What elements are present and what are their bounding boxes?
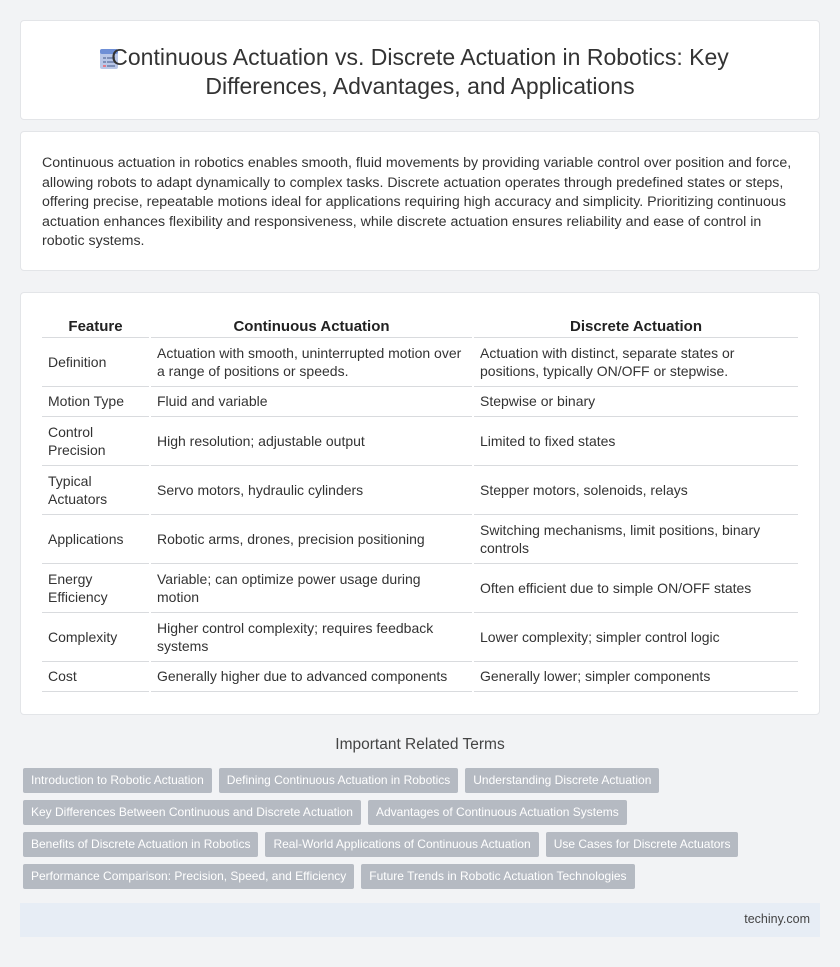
discrete-cell: Generally lower; simpler components <box>473 661 798 691</box>
related-term-tag[interactable]: Defining Continuous Actuation in Robotics <box>219 768 458 793</box>
related-term-tag[interactable]: Key Differences Between Continuous and Discrete Actuation <box>23 800 361 825</box>
continuous-cell: Higher control complexity; requires feedback systems <box>150 612 473 661</box>
feature-cell: Cost <box>42 661 150 691</box>
table-row <box>42 386 798 416</box>
header-feature: Feature <box>42 313 150 337</box>
continuous-cell: Robotic arms, drones, precision positioning <box>150 514 473 563</box>
discrete-cell: Limited to fixed states <box>473 416 798 465</box>
footer <box>20 903 820 937</box>
footer-site-name[interactable]: techiny.com <box>744 912 810 926</box>
table-row <box>42 416 798 465</box>
table-row <box>42 465 798 514</box>
feature-cell: Definition <box>42 337 150 386</box>
discrete-cell: Stepper motors, solenoids, relays <box>473 465 798 514</box>
continuous-cell: Servo motors, hydraulic cylinders <box>150 465 473 514</box>
continuous-cell: High resolution; adjustable output <box>150 416 473 465</box>
related-term-tag[interactable]: Understanding Discrete Actuation <box>465 768 659 793</box>
discrete-cell: Actuation with distinct, separate states or positions, typically ON/OFF or stepwise. <box>473 337 798 386</box>
related-term-tag[interactable]: Introduction to Robotic Actuation <box>23 768 212 793</box>
related-term-tag[interactable]: Benefits of Discrete Actuation in Robotics <box>23 832 258 857</box>
intro-paragraph: Continuous actuation in robotics enables smooth, fluid movements by providing variable control over position and force, allowing robots to adapt dynamically to complex tasks. Discrete actuation operates through predefined states or steps, offering precise, repeatable motions ideal for applications requiring high accuracy and simplicity. Prioritizing continuous actuation enhances flexibility and responsiveness, while discrete actuation ensures reliability and ease of control in robotic systems. <box>42 155 792 250</box>
discrete-cell: Stepwise or binary <box>473 386 798 416</box>
feature-cell: Control Precision <box>42 416 150 465</box>
related-term-tag[interactable]: Use Cases for Discrete Actuators <box>546 832 739 857</box>
header-discrete: Discrete Actuation <box>473 313 798 337</box>
table-header-row <box>42 313 798 337</box>
discrete-cell: Often efficient due to simple ON/OFF states <box>473 563 798 612</box>
table-row <box>42 514 798 563</box>
title-card <box>20 20 820 120</box>
related-term-tag[interactable]: Performance Comparison: Precision, Speed, and Efficiency <box>23 864 354 889</box>
table-row <box>42 661 798 691</box>
related-terms-list <box>23 768 823 896</box>
continuous-cell: Actuation with smooth, uninterrupted motion over a range of positions or speeds. <box>150 337 473 386</box>
table-row <box>42 612 798 661</box>
comparison-table-card <box>20 292 820 715</box>
related-terms-heading: Important Related Terms <box>335 736 505 753</box>
feature-cell: Energy Efficiency <box>42 563 150 612</box>
related-term-tag[interactable]: Real-World Applications of Continuous Actuation <box>265 832 538 857</box>
discrete-cell: Switching mechanisms, limit positions, binary controls <box>473 514 798 563</box>
continuous-cell: Generally higher due to advanced components <box>150 661 473 691</box>
feature-cell: Motion Type <box>42 386 150 416</box>
feature-cell: Typical Actuators <box>42 465 150 514</box>
page-title: Continuous Actuation vs. Discrete Actuation in Robotics: Key Differences, Advantages, and Applications <box>111 44 729 99</box>
related-term-tag[interactable]: Advantages of Continuous Actuation Systems <box>368 800 627 825</box>
table-row <box>42 563 798 612</box>
intro-card <box>20 131 820 271</box>
table-row <box>42 337 798 386</box>
feature-cell: Applications <box>42 514 150 563</box>
discrete-cell: Lower complexity; simpler control logic <box>473 612 798 661</box>
related-term-tag[interactable]: Future Trends in Robotic Actuation Technologies <box>361 864 634 889</box>
continuous-cell: Fluid and variable <box>150 386 473 416</box>
comparison-table <box>42 313 798 692</box>
header-continuous: Continuous Actuation <box>150 313 473 337</box>
continuous-cell: Variable; can optimize power usage during motion <box>150 563 473 612</box>
feature-cell: Complexity <box>42 612 150 661</box>
